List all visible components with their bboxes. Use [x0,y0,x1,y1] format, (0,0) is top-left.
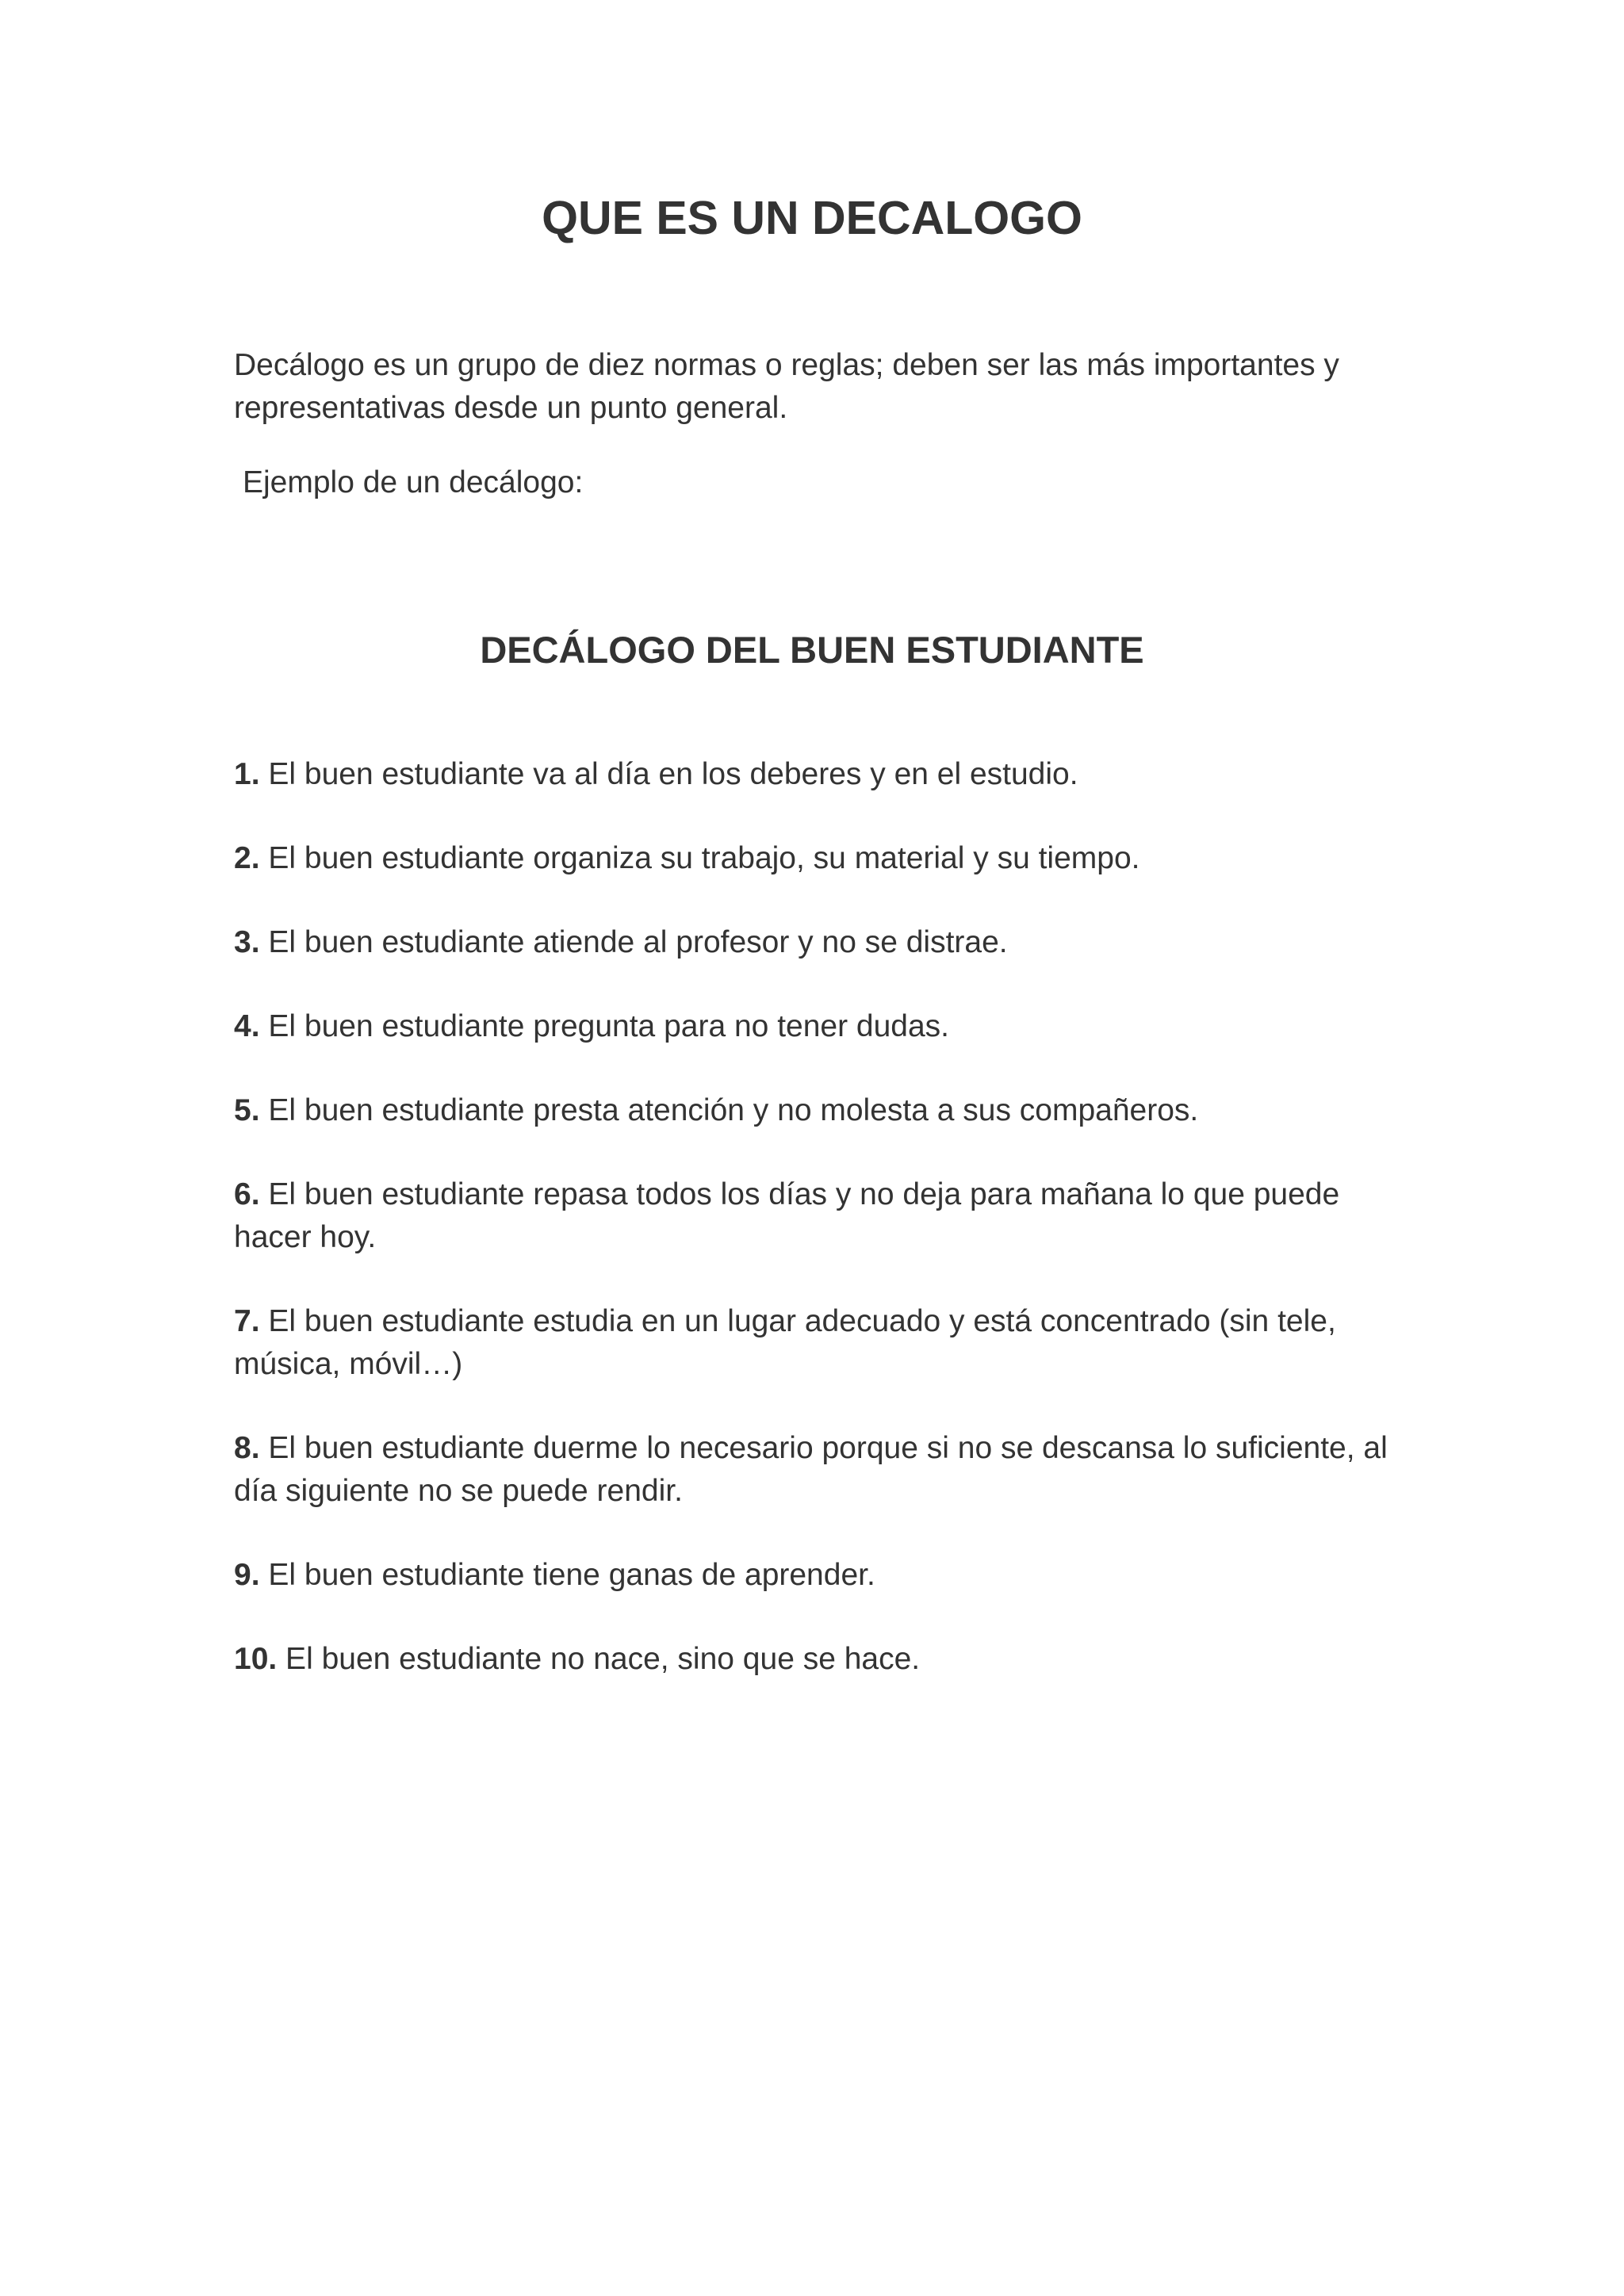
item-text: El buen estudiante duerme lo necesario porque si no se descansa lo suficiente, al día siguiente no se puede rendir. [234,1431,1388,1508]
item-number: 8. [234,1431,260,1465]
item-number: 9. [234,1558,260,1592]
list-item [234,753,1408,796]
item-number: 4. [234,1009,260,1043]
decalogue-heading: DECÁLOGO DEL BUEN ESTUDIANTE [480,629,1144,671]
item-text: El buen estudiante pregunta para no tener dudas. [259,1009,950,1043]
decalogue-list [234,753,1408,1722]
item-number: 1. [234,757,260,791]
item-number: 5. [234,1093,260,1127]
example-label: Ejemplo de un decálogo: [243,465,584,499]
item-text: El buen estudiante no nace, sino que se hace. [277,1642,921,1676]
item-text: El buen estudiante atiende al profesor y no se distrae. [259,925,1008,959]
item-number: 7. [234,1304,260,1338]
item-text: El buen estudiante organiza su trabajo, su material y su tiempo. [259,841,1140,875]
list-item [234,921,1408,964]
item-text: El buen estudiante tiene ganas de aprender. [259,1558,875,1592]
list-item [234,1173,1408,1259]
item-number: 3. [234,925,260,959]
item-text: El buen estudiante va al día en los deberes y en el estudio. [259,757,1078,791]
list-item [234,837,1408,880]
page-title: QUE ES UN DECALOGO [542,192,1082,244]
list-item [234,1300,1408,1386]
list-item [234,1638,1408,1681]
item-number: 2. [234,841,260,875]
list-item [234,1427,1408,1513]
item-text: El buen estudiante repasa todos los días y no deja para mañana lo que puede hacer hoy. [234,1177,1340,1254]
list-item [234,1089,1408,1132]
list-item [234,1005,1408,1048]
item-text: El buen estudiante presta atención y no molesta a sus compañeros. [259,1093,1199,1127]
list-item [234,1554,1408,1597]
intro-paragraph: Decálogo es un grupo de diez normas o reglas; deben ser las más importantes y representativas desde un punto general. [234,348,1339,425]
item-number: 6. [234,1177,260,1211]
item-text: El buen estudiante estudia en un lugar adecuado y está concentrado (sin tele, música, móvil…) [234,1304,1336,1381]
item-number: 10. [234,1642,278,1676]
